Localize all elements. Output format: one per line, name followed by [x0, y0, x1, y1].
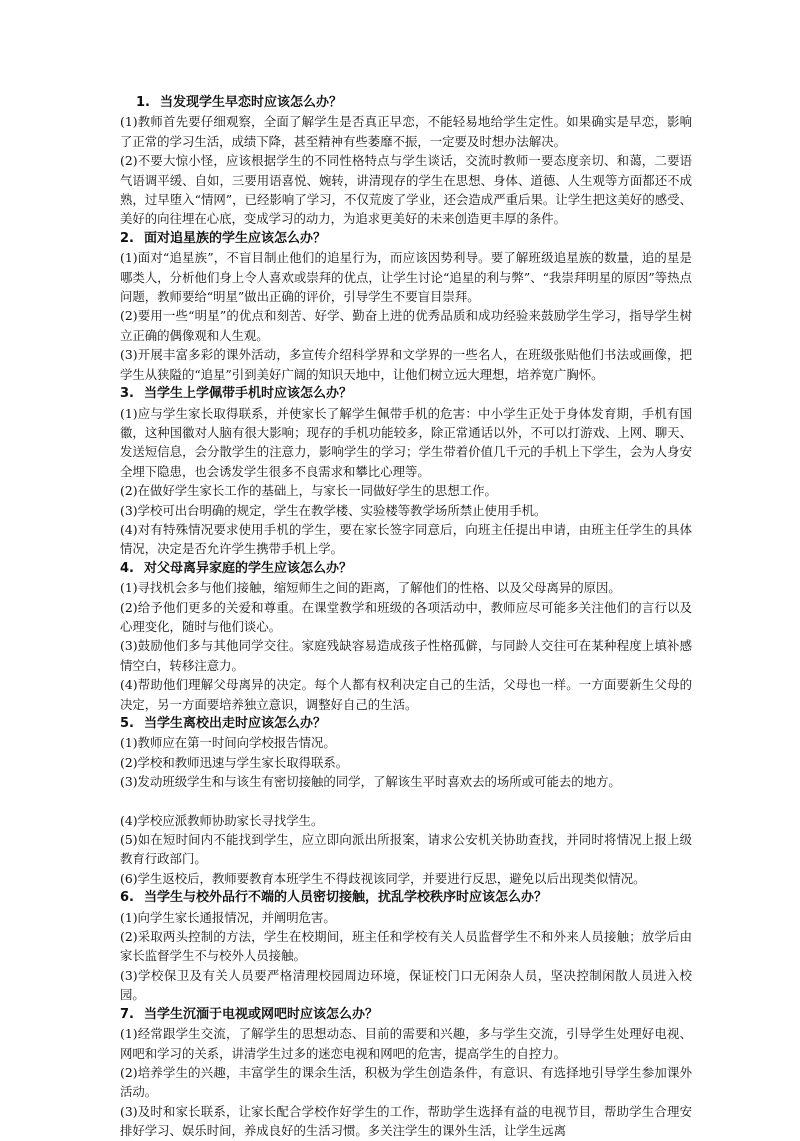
- section-number: 4.: [120, 560, 134, 576]
- paragraph: (3)学校保卫及有关人员要严格清理校园周边环境，保证校门口无闲杂人员，坚决控制闲散人员进入校园。: [120, 967, 692, 1003]
- section-heading: [120, 714, 692, 733]
- document-page: [120, 93, 692, 1141]
- paragraph: (1)向学生家长通报情况，并阐明危害。: [120, 909, 336, 925]
- paragraph: (3)及时和家长联系，让家长配合学校作好学生的工作，帮助学生选择有益的电视节目，帮助学生合理安排好学习、娱乐时间，养成良好的生活习惯。多关注学生的课外生活，让学生远离: [120, 1103, 692, 1139]
- section-title: 对父母离异家庭的学生应该怎么办？: [143, 560, 352, 576]
- paragraph: (2)给予他们更多的关爱和尊重。在课堂教学和班级的各项活动中，教师应尽可能多关注他们的言行以及心理变化，随时与他们谈心。: [120, 599, 692, 634]
- paragraph: (1)经常跟学生交流，了解学生的思想动态、目前的需要和兴趣，多与学生交流，引导学生处理好电视、网吧和学习的关系，讲清学生过多的迷恋电视和网吧的危害，提高学生的自控力。: [120, 1026, 692, 1061]
- paragraph: (4)对有特殊情况要求使用手机的学生，要在家长签字同意后，向班主任提出申请，由班主任学生的具体情况，决定是否允许学生携带手机上学。: [120, 521, 692, 557]
- paragraph: (2)在做好学生家长工作的基础上，与家长一同做好学生的思想工作。: [120, 483, 497, 499]
- paragraph: (1)面对“追星族”，不盲目制止他们的追星行为，而应该因势利导。要了解班级追星族的数量，追的星是哪类人，分析他们身上令人喜欢或崇拜的优点，让学生讨论“追星的利与弊”、“我崇拜明星的原因”等热点问题，教师要给“明星”做出正确的评价，引导学生不要盲目崇拜。: [120, 250, 692, 305]
- section-heading: [120, 1005, 692, 1024]
- section-number: 7.: [120, 1006, 134, 1022]
- section-7: [120, 1005, 692, 1141]
- section-title: 面对追星族的学生应该怎么办？: [143, 230, 326, 246]
- section-heading: [120, 559, 692, 578]
- section-number: 6.: [120, 890, 134, 906]
- paragraph: (3)开展丰富多彩的课外活动，多宣传介绍科学界和文学界的一些名人，在班级张贴他们书法或画像，把学生从狭隘的“追星”引到美好广阔的知识天地中，让他们树立远大理想，培养宽广胸怀。: [120, 347, 692, 382]
- section-2: [120, 229, 692, 384]
- paragraph: (5)如在短时间内不能找到学生，应立即向派出所报案，请求公安机关协助查找，并同时将情况上报上级教育行政部门。: [120, 832, 692, 867]
- paragraph: (2)不要大惊小怪，应该根据学生的不同性格特点与学生谈话，交流时教师一要态度亲切、和蔼，二要语气语调平缓、自如，三要用语喜悦、婉转，讲清现存的学生在思想、身体、道德、人生观等方面都还不成熟，过早堕入“情网”，已经影响了学习，不仅荒废了学业，还会造成严重后果。让学生把这美好的感受、美好的向往埋在心底，变成学习的动力，为追求更美好的未来创造更丰厚的条件。: [120, 153, 692, 227]
- paragraph: (1)教师首先要仔细观察，全面了解学生是否真正早恋，不能轻易地给学生定性。如果确实是早恋，影响了正常的学习生活，成绩下降，甚至精神有些萎靡不振，一定要及时想办法解决。: [120, 114, 692, 149]
- section-number: 1.: [136, 95, 150, 110]
- paragraph: (3)鼓励他们多与其他同学交往。家庭残缺容易造成孩子性格孤僻，与同龄人交往可在某种程度上填补感情空白，转移注意力。: [120, 638, 692, 673]
- section-4: [120, 559, 692, 714]
- section-3: [120, 384, 692, 559]
- section-title: 当发现学生早恋时应该怎么办？: [159, 95, 342, 110]
- paragraph: (2)培养学生的兴趣，丰富学生的课余生活，积极为学生创造条件，有意识、有选择地引导学生参加课外活动。: [120, 1064, 692, 1100]
- section-title: 当学生上学佩带手机时应该怎么办？: [143, 386, 352, 402]
- paragraph: (6)学生返校后，教师要教育本班学生不得歧视该同学，并要进行反思，避免以后出现类似情况。: [120, 870, 646, 886]
- section-heading: [120, 384, 692, 403]
- section-5: [120, 714, 692, 888]
- paragraph: (1)教师应在第一时间向学校报告情况。: [120, 735, 336, 751]
- paragraph: (2)采取两头控制的方法，学生在校期间，班主任和学校有关人员监督学生不和外来人员接触；放学后由家长监督学生不与校外人员接触。: [120, 929, 692, 964]
- section-heading: [120, 229, 692, 248]
- section-heading: [120, 93, 692, 112]
- paragraph: (2)要用一些“明星”的优点和刻苦、好学、勤奋上进的优秀品质和成功经验来鼓励学生学习，指导学生树立正确的偶像观和人生观。: [120, 308, 692, 343]
- paragraph: (1)寻找机会多与他们接触，缩短师生之间的距离，了解他们的性格、以及父母离异的原因。: [120, 580, 621, 596]
- section-number: 5.: [120, 716, 134, 731]
- section-number: 2.: [120, 230, 134, 246]
- section-title: 当学生沉湎于电视或网吧时应该怎么办？: [143, 1006, 378, 1022]
- section-6: [120, 888, 692, 1004]
- section-1: [120, 93, 692, 229]
- section-title: 当学生与校外品行不端的人员密切接触，扰乱学校秩序时应该怎么办？: [143, 890, 547, 906]
- paragraph: (3)学校可出台明确的规定，学生在教学楼、实验楼等教学场所禁止使用手机。: [120, 502, 547, 518]
- paragraph: (1)应与学生家长取得联系，并使家长了解学生佩带手机的危害：中小学生正处于身体发育期，手机有国徽，这种国徽对人脑有很大影响；现存的手机功能较多，除正常通话以外，不可以打游戏、上网、聊天、发送短信息，会分散学生的注意力，影响学生的学习；学生带着价值几千元的手机上下学生，会为人身安全埋下隐患，也会诱发学生很多不良需求和攀比心理等。: [120, 405, 692, 479]
- section-number: 3.: [120, 386, 134, 402]
- paragraph: (4)帮助他们理解父母离异的决定。每个人都有权利决定自己的生活，父母也一样。一方面要新生父母的决定，另一方面要培养独立意识，调整好自己的生活。: [120, 677, 692, 712]
- paragraph: (2)学校和教师迅速与学生家长取得联系。: [120, 754, 349, 770]
- section-title: 当学生离校出走时应该怎么办？: [143, 716, 326, 731]
- section-heading: [120, 888, 692, 907]
- paragraph: (3)发动班级学生和与该生有密切接触的同学，了解该生平时喜欢去的场所或可能去的地方。: [120, 774, 621, 790]
- paragraph: (4)学校应派教师协助家长寻找学生。: [120, 812, 324, 828]
